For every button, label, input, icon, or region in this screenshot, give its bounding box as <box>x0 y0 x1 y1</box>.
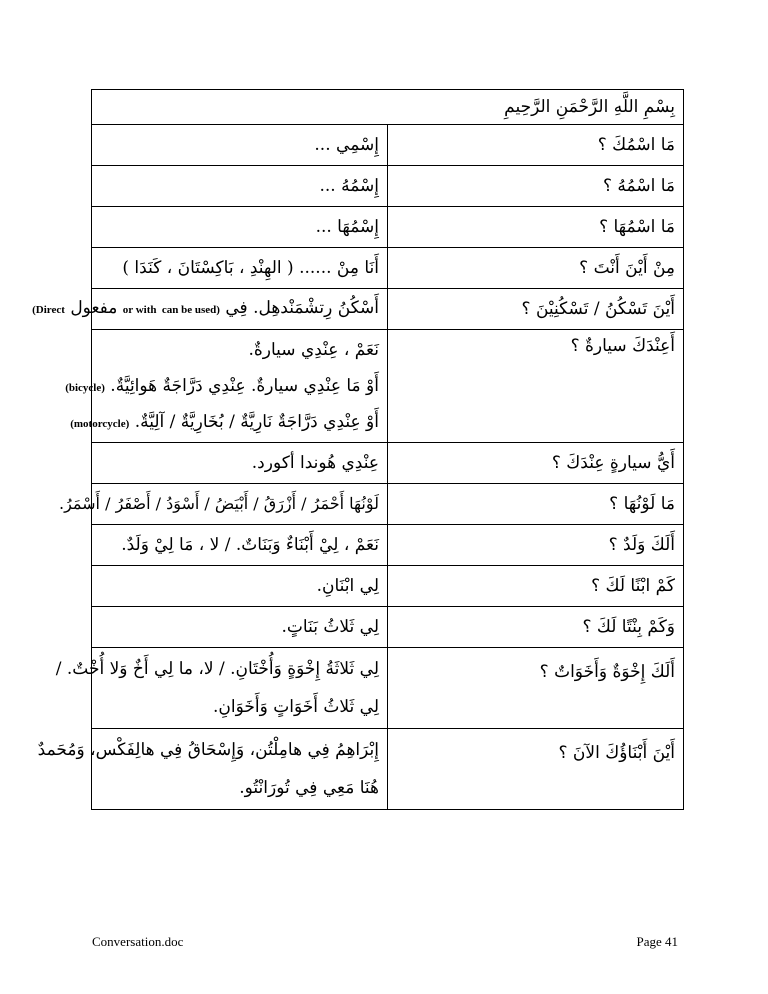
table-row <box>92 248 684 289</box>
question-cell: مَا اسْمُهَا ؟ <box>388 207 684 248</box>
answer-line <box>65 368 379 404</box>
question-cell: أَلَكَ وَلَدٌ ؟ <box>388 525 684 566</box>
note-english: can be used) <box>161 304 220 316</box>
question-cell: كَمْ ابْنًا لَكَ ؟ <box>388 566 684 607</box>
note-english: (bicycle) <box>65 382 105 394</box>
answer-cell <box>32 289 388 330</box>
table-row <box>92 566 684 607</box>
note-english: (motorcycle) <box>70 418 130 430</box>
answer-line: إِبْرَاهِمُ فِي هامِلْتُن، وَإِسْحَاقُ فِي هالِفَكْس، وَمُحَمدٌ <box>37 740 379 760</box>
table-row <box>92 289 684 330</box>
answer-cell: إِسْمُهَا ... <box>92 207 388 248</box>
answer-text: أَوْ مَا عِنْدِي سيارةٌ. عِنْدِي دَرَّاجَةٌ هَوائِيَّةٌ. <box>110 376 379 396</box>
answer-cell: أَنَا مِنْ ...... ( الهِنْدِ ، بَاكِسْتَانَ ، كَنَدَا ) <box>92 248 388 289</box>
conversation-table <box>32 89 684 810</box>
question-cell: أَيْنَ تَسْكُنُ / تَسْكُنِيْنَ ؟ <box>388 289 684 330</box>
table-row <box>92 90 684 125</box>
table-row <box>92 207 684 248</box>
answer-cell: لِي ثَلاثُ بَنَاتٍ. <box>92 607 388 648</box>
answer-cell: عِنْدِي هُوندا أكورد. <box>92 443 388 484</box>
answer-cell <box>37 729 388 810</box>
answer-line: هُنَا مَعِي فِي تُورَانْتُو. <box>239 778 379 798</box>
answer-cell: إِسْمِي ... <box>92 125 388 166</box>
answer-main: أَسْكُنُ رِتشْمَنْدهِل. <box>253 298 379 318</box>
table-row <box>92 443 684 484</box>
answer-cell: إِسْمُهُ ... <box>92 166 388 207</box>
table-row <box>92 525 684 566</box>
question-cell: أَيُّ سيارةٍ عِنْدَكَ ؟ <box>388 443 684 484</box>
answer-line: لِي ثَلاثُ أَخَوَاتٍ وَأَخَوَانِ. <box>212 697 379 717</box>
answer-cell: لِي ابْنَانِ. <box>92 566 388 607</box>
question-cell: وَكَمْ بِنْتًا لَكَ ؟ <box>388 607 684 648</box>
table-row <box>92 125 684 166</box>
table-row <box>92 484 684 525</box>
table-row <box>92 648 684 729</box>
answer-line: لِي ثَلاثَةُ إِخْوَةٍ وَأُخْتَانِ. / لا، ما لِي أَخٌ وَلا أُخْتٌ. / <box>55 659 379 679</box>
question-cell: مَا اسْمُكَ ؟ <box>388 125 684 166</box>
note-english: (Direct <box>32 304 65 316</box>
answer-cell: لَوْنُهَا أَحْمَرُ / أَزْرَقُ / أَبْيَضُ / أَسْوَدُ / أَصْفَرُ / أَسْمَرُ. <box>92 484 388 525</box>
note-arabic-fi: فِي <box>225 298 248 318</box>
answer-text: أَوْ عِنْدِي دَرَّاجَةٌ نَارِيَّةٌ / بُخَارِيَّةٌ / آلِيَّةٌ. <box>134 412 379 432</box>
table-row <box>92 330 684 443</box>
question-cell: مَا اسْمُهُ ؟ <box>388 166 684 207</box>
question-cell: أَيْنَ أَبْنَاؤُكَ الآنَ ؟ <box>388 729 684 810</box>
footer-filename: Conversation.doc <box>92 934 184 949</box>
question-cell: أَلَكَ إِخْوَةٌ وَأَخَوَاتٌ ؟ <box>388 648 684 729</box>
basmala-header: بِسْمِ اللَّهِ الرَّحْمَنِ الرَّحِيمِ <box>92 90 684 125</box>
question-cell: أَعِنْدَكَ سيارةٌ ؟ <box>388 330 684 443</box>
note-arabic-mafool: مفعول <box>70 298 118 318</box>
answer-cell <box>65 330 388 443</box>
answer-cell: نَعَمْ ، لِيْ أَبْنَاءٌ وَبَنَاتٌ. / لا ، مَا لِيْ وَلَدٌ. <box>92 525 388 566</box>
note-english: or with <box>122 304 157 316</box>
answer-line: نَعَمْ ، عِنْدِي سيارةٌ. <box>248 340 379 360</box>
table-row <box>92 166 684 207</box>
table-row <box>92 729 684 810</box>
question-cell: مِنْ أَيْنَ أَنْتَ ؟ <box>388 248 684 289</box>
answer-line <box>70 404 379 440</box>
question-cell: مَا لَوْنُهَا ؟ <box>388 484 684 525</box>
table-row <box>92 607 684 648</box>
answer-cell <box>55 648 388 729</box>
footer-page-number: Page 41 <box>636 934 678 949</box>
